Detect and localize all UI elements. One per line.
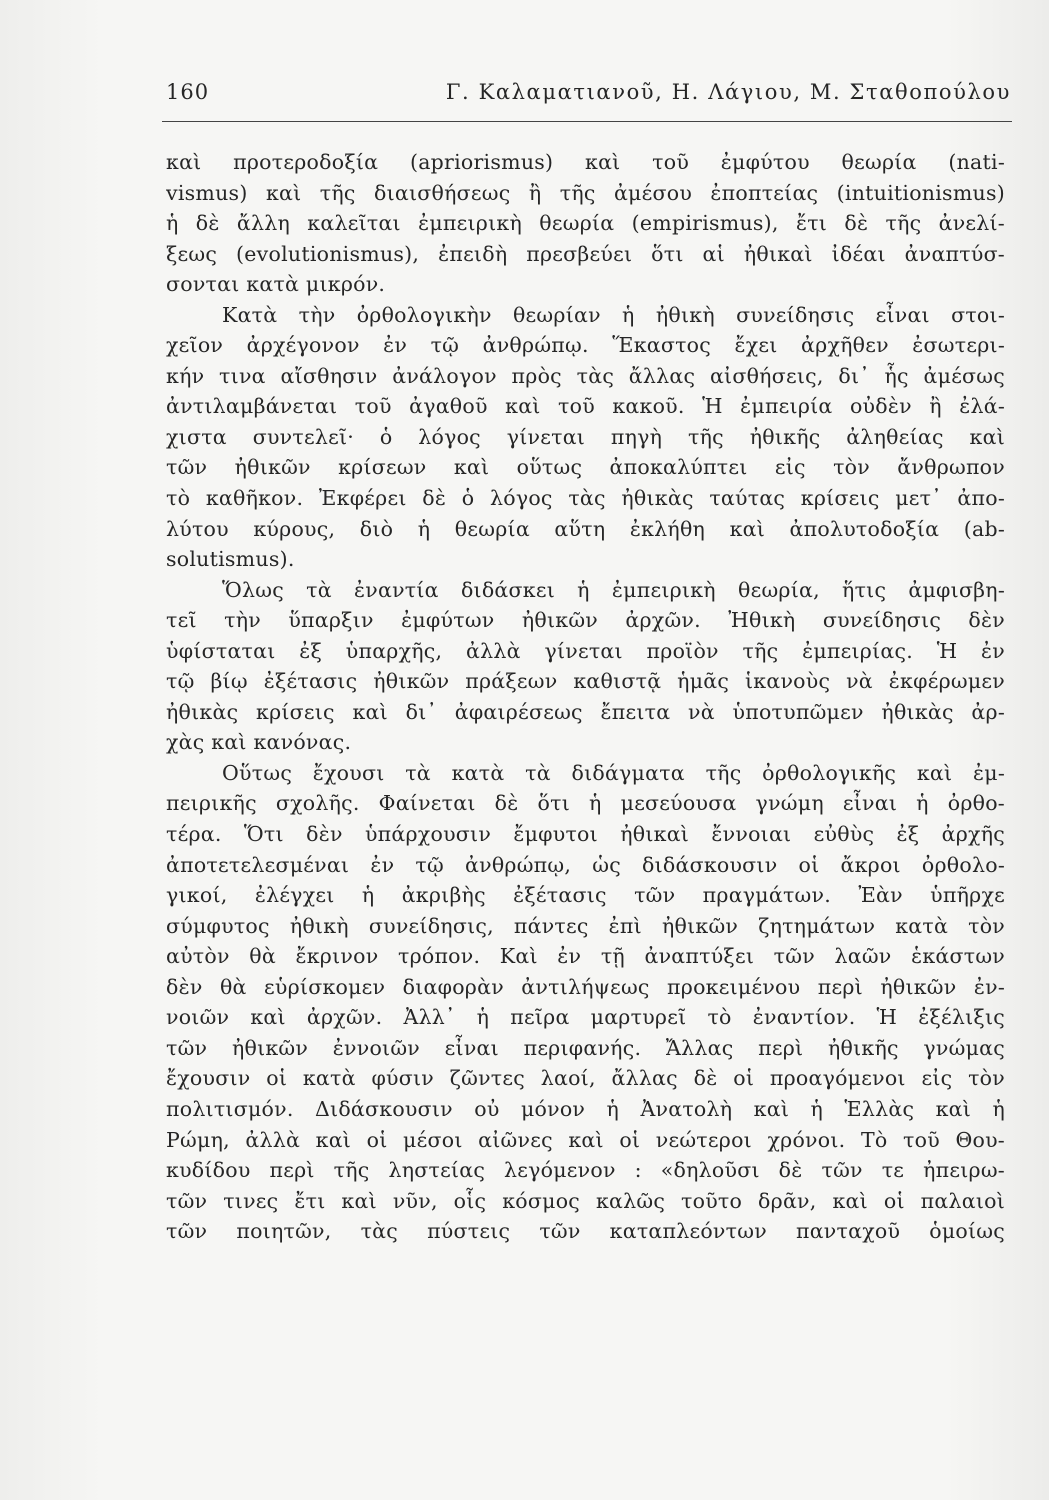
text-line: σύμφυτος ἠθικὴ συνείδησις, πάντες ἐπὶ ἠθικῶν ζητημάτων κατὰ τὸν <box>166 913 1005 938</box>
text-line: ἀντιλαμβάνεται τοῦ ἀγαθοῦ καὶ τοῦ κακοῦ. Ἡ ἐμπειρία οὐδὲν ἢ ἐλά- <box>166 394 1005 419</box>
text-line: τῶν ἠθικῶν ἐννοιῶν εἶναι περιφανής. Ἄλλας περὶ ἠθικῆς γνώμας <box>166 1035 1005 1060</box>
text-line: χιστα συντελεῖ· ὁ λόγος γίνεται πηγὴ τῆς ἠθικῆς ἀληθείας καὶ <box>166 424 1005 449</box>
text-line: ἔχουσιν οἱ κατὰ φύσιν ζῶντες λαοί, ἄλλας δὲ οἱ προαγόμενοι εἰς τὸν <box>166 1066 1005 1091</box>
text-line: δὲν θὰ εὑρίσκομεν διαφορὰν ἀντιλήψεως προκειμένου περὶ ἠθικῶν ἐν- <box>166 974 1005 999</box>
text-line: νοιῶν καὶ ἀρχῶν. Ἀλλ᾽ ἡ πεῖρα μαρτυρεῖ τὸ ἐναντίον. Ἡ ἐξέλιξις <box>166 1005 1005 1030</box>
text-line: καὶ προτεροδοξία (apriorismus) καὶ τοῦ ἐμφύτου θεωρία (nati- <box>166 150 1005 174</box>
text-line: τέρα. Ὅτι δὲν ὑπάρχουσιν ἔμφυτοι ἠθικαὶ ἔννοιαι εὐθὺς ἐξ ἀρχῆς <box>166 822 1005 847</box>
text-line: κήν τινα αἴσθησιν ἀνάλογον πρὸς τὰς ἄλλας αἰσθήσεις, δι᾽ ἧς ἀμέσως <box>166 363 1005 388</box>
text-line: Ὅλως τὰ ἐναντία διδάσκει ἡ ἐμπειρικὴ θεωρία, ἥτις ἀμφισβη- <box>222 577 1005 602</box>
header-rule <box>162 121 1012 122</box>
text-line: ξεως (evolutionismus), ἐπειδὴ πρεσβεύει ὅτι αἱ ἠθικαὶ ἰδέαι ἀναπτύσ- <box>166 241 1005 266</box>
text-line: Κατὰ τὴν ὀρθολογικὴν θεωρίαν ἡ ἠθικὴ συνείδησις εἶναι στοι- <box>222 302 1005 327</box>
text-line: χεῖον ἀρχέγονον ἐν τῷ ἀνθρώπῳ. Ἕκαστος ἔχει ἀρχῆθεν ἐσωτερι- <box>166 333 1005 358</box>
body-text <box>166 147 1005 1247</box>
text-line: ἀποτετελεσμέναι ἐν τῷ ἀνθρώπῳ, ὡς διδάσκουσιν οἱ ἄκροι ὀρθολο- <box>166 852 1005 877</box>
text-line: σονται κατὰ μικρόν. <box>166 272 386 297</box>
text-line: χὰς καὶ κανόνας. <box>166 730 352 755</box>
text-line: ἡ δὲ ἄλλη καλεῖται ἐμπειρικὴ θεωρία (empirismus), ἔτι δὲ τῆς ἀνελί- <box>166 211 1005 236</box>
running-head <box>158 80 1011 116</box>
text-line: ὑφίσταται ἐξ ὑπαρχῆς, ἀλλὰ γίνεται προϊὸν τῆς ἐμπειρίας. Ἡ ἐν <box>166 638 1005 663</box>
text-line: κυδίδου περὶ τῆς ληστείας λεγόμενον : «δηλοῦσι δὲ τῶν τε ἠπειρω- <box>166 1158 1005 1183</box>
running-title: Γ. Καλαματιανοῦ, Η. Λάγιου, Μ. Σταθοπούλου <box>445 80 1011 104</box>
page-number: 160 <box>166 80 210 104</box>
text-line: ἠθικὰς κρίσεις καὶ δι᾽ ἀφαιρέσεως ἔπειτα νὰ ὑποτυπῶμεν ἠθικὰς ἀρ- <box>166 699 1005 724</box>
text-line: τῶν ἠθικῶν κρίσεων καὶ οὕτως ἀποκαλύπτει εἰς τὸν ἄνθρωπον <box>166 455 1005 480</box>
text-line: τῶν ποιητῶν, τὰς πύστεις τῶν καταπλεόντων πανταχοῦ ὁμοίως <box>166 1219 1005 1244</box>
text-line: Ρώμη, ἀλλὰ καὶ οἱ μέσοι αἰῶνες καὶ οἱ νεώτεροι χρόνοι. Τὸ τοῦ Θου- <box>166 1127 1005 1152</box>
paragraph-2 <box>166 300 1005 575</box>
text-line: τῷ βίῳ ἐξέτασις ἠθικῶν πράξεων καθιστᾷ ἡμᾶς ἱκανοὺς νὰ ἐκφέρωμεν <box>166 669 1005 694</box>
paragraph-3 <box>166 575 1005 758</box>
text-line: solutismus). <box>166 547 295 572</box>
text-line: πειρικῆς σχολῆς. Φαίνεται δὲ ὅτι ἡ μεσεύουσα γνώμη εἶναι ἡ ὀρθο- <box>166 791 1005 816</box>
text-line: αὐτὸν θὰ ἔκρινον τρόπον. Καὶ ἐν τῇ ἀναπτύξει τῶν λαῶν ἑκάστων <box>166 944 1005 969</box>
text-line: λύτου κύρους, διὸ ἡ θεωρία αὕτη ἐκλήθη καὶ ἀπολυτοδοξία (ab- <box>166 516 1005 541</box>
text-line: πολιτισμόν. Διδάσκουσιν οὐ μόνον ἡ Ἀνατολὴ καὶ ἡ Ἑλλὰς καὶ ἡ <box>166 1096 1005 1121</box>
paragraph-4 <box>166 758 1005 1247</box>
text-line: vismus) καὶ τῆς διαισθήσεως ἢ τῆς ἀμέσου ἐποπτείας (intuitionismus) <box>166 180 1005 205</box>
text-line: τὸ καθῆκον. Ἐκφέρει δὲ ὁ λόγος τὰς ἠθικὰς ταύτας κρίσεις μετ᾽ ἀπο- <box>166 486 1005 511</box>
text-line: τεῖ τὴν ὕπαρξιν ἐμφύτων ἠθικῶν ἀρχῶν. Ἠθικὴ συνείδησις δὲν <box>166 608 1005 633</box>
text-line: γικοί, ἐλέγχει ἡ ἀκριβὴς ἐξέτασις τῶν πραγμάτων. Ἐὰν ὑπῆρχε <box>166 883 1005 908</box>
paragraph-1 <box>166 147 1005 300</box>
text-line: Οὕτως ἔχουσι τὰ κατὰ τὰ διδάγματα τῆς ὀρθολογικῆς καὶ ἐμ- <box>222 760 1005 785</box>
text-line: τῶν τινες ἔτι καὶ νῦν, οἷς κόσμος καλῶς τοῦτο δρᾶν, καὶ οἱ παλαιοὶ <box>166 1188 1005 1213</box>
